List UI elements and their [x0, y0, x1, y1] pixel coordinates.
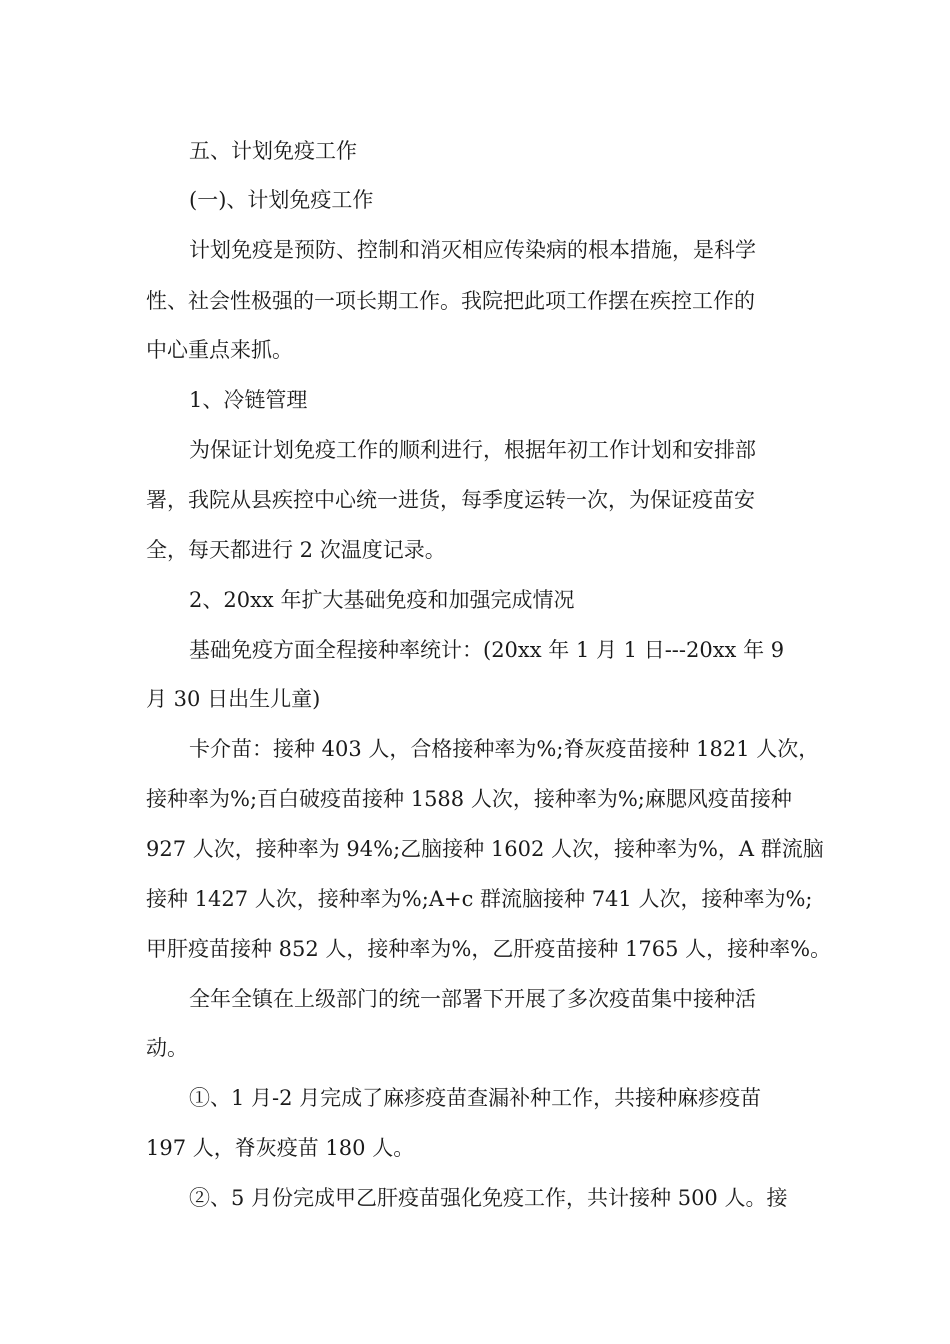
- intro-paragraph-line: 计划免疫是预防、控制和消灭相应传染病的根本措施，是科学: [189, 238, 756, 262]
- item1-paragraph-line: 署，我院从县疾控中心统一进货，每季度运转一次，为保证疫苗安: [146, 488, 755, 512]
- intro-paragraph-line: 性、社会性极强的一项长期工作。我院把此项工作摆在疾控工作的: [146, 289, 755, 313]
- stats-paragraph-line: 月 30 日出生儿童): [146, 687, 321, 711]
- item1-paragraph-line: 为保证计划免疫工作的顺利进行，根据年初工作计划和安排部: [189, 438, 756, 462]
- intro-paragraph-line: 中心重点来抓。: [146, 338, 293, 362]
- campaign-paragraph-line: 动。: [146, 1036, 188, 1060]
- item1-heading: 1、冷链管理: [189, 388, 308, 412]
- campaign-paragraph-line: 全年全镇在上级部门的统一部署下开展了多次疫苗集中接种活: [189, 987, 756, 1011]
- vaccine-paragraph-line: 927 人次，接种率为 94%;乙脑接种 1602 人次，接种率为%，A 群流脑: [146, 837, 824, 861]
- item1-paragraph-line: 全，每天都进行 2 次温度记录。: [146, 538, 446, 562]
- campaign-item1-line: 197 人，脊灰疫苗 180 人。: [146, 1136, 415, 1160]
- campaign-item2-line: ②、5 月份完成甲乙肝疫苗强化免疫工作，共计接种 500 人。接: [189, 1186, 788, 1210]
- stats-paragraph-line: 基础免疫方面全程接种率统计：(20xx 年 1 月 1 日---20xx 年 9: [189, 638, 785, 662]
- subsection-heading: (一)、计划免疫工作: [189, 188, 374, 212]
- vaccine-paragraph-line: 卡介苗：接种 403 人，合格接种率为%;脊灰疫苗接种 1821 人次，: [189, 737, 820, 761]
- item2-heading: 2、20xx 年扩大基础免疫和加强完成情况: [189, 588, 575, 612]
- vaccine-paragraph-line: 甲肝疫苗接种 852 人，接种率为%，乙肝疫苗接种 1765 人，接种率%。: [146, 937, 832, 961]
- vaccine-paragraph-line: 接种 1427 人次，接种率为%;A+c 群流脑接种 741 人次，接种率为%;: [146, 887, 813, 911]
- vaccine-paragraph-line: 接种率为%;百白破疫苗接种 1588 人次，接种率为%;麻腮风疫苗接种: [146, 787, 792, 811]
- section-heading: 五、计划免疫工作: [189, 139, 357, 163]
- campaign-item1-line: ①、1 月-2 月完成了麻疹疫苗查漏补种工作，共接种麻疹疫苗: [189, 1086, 762, 1110]
